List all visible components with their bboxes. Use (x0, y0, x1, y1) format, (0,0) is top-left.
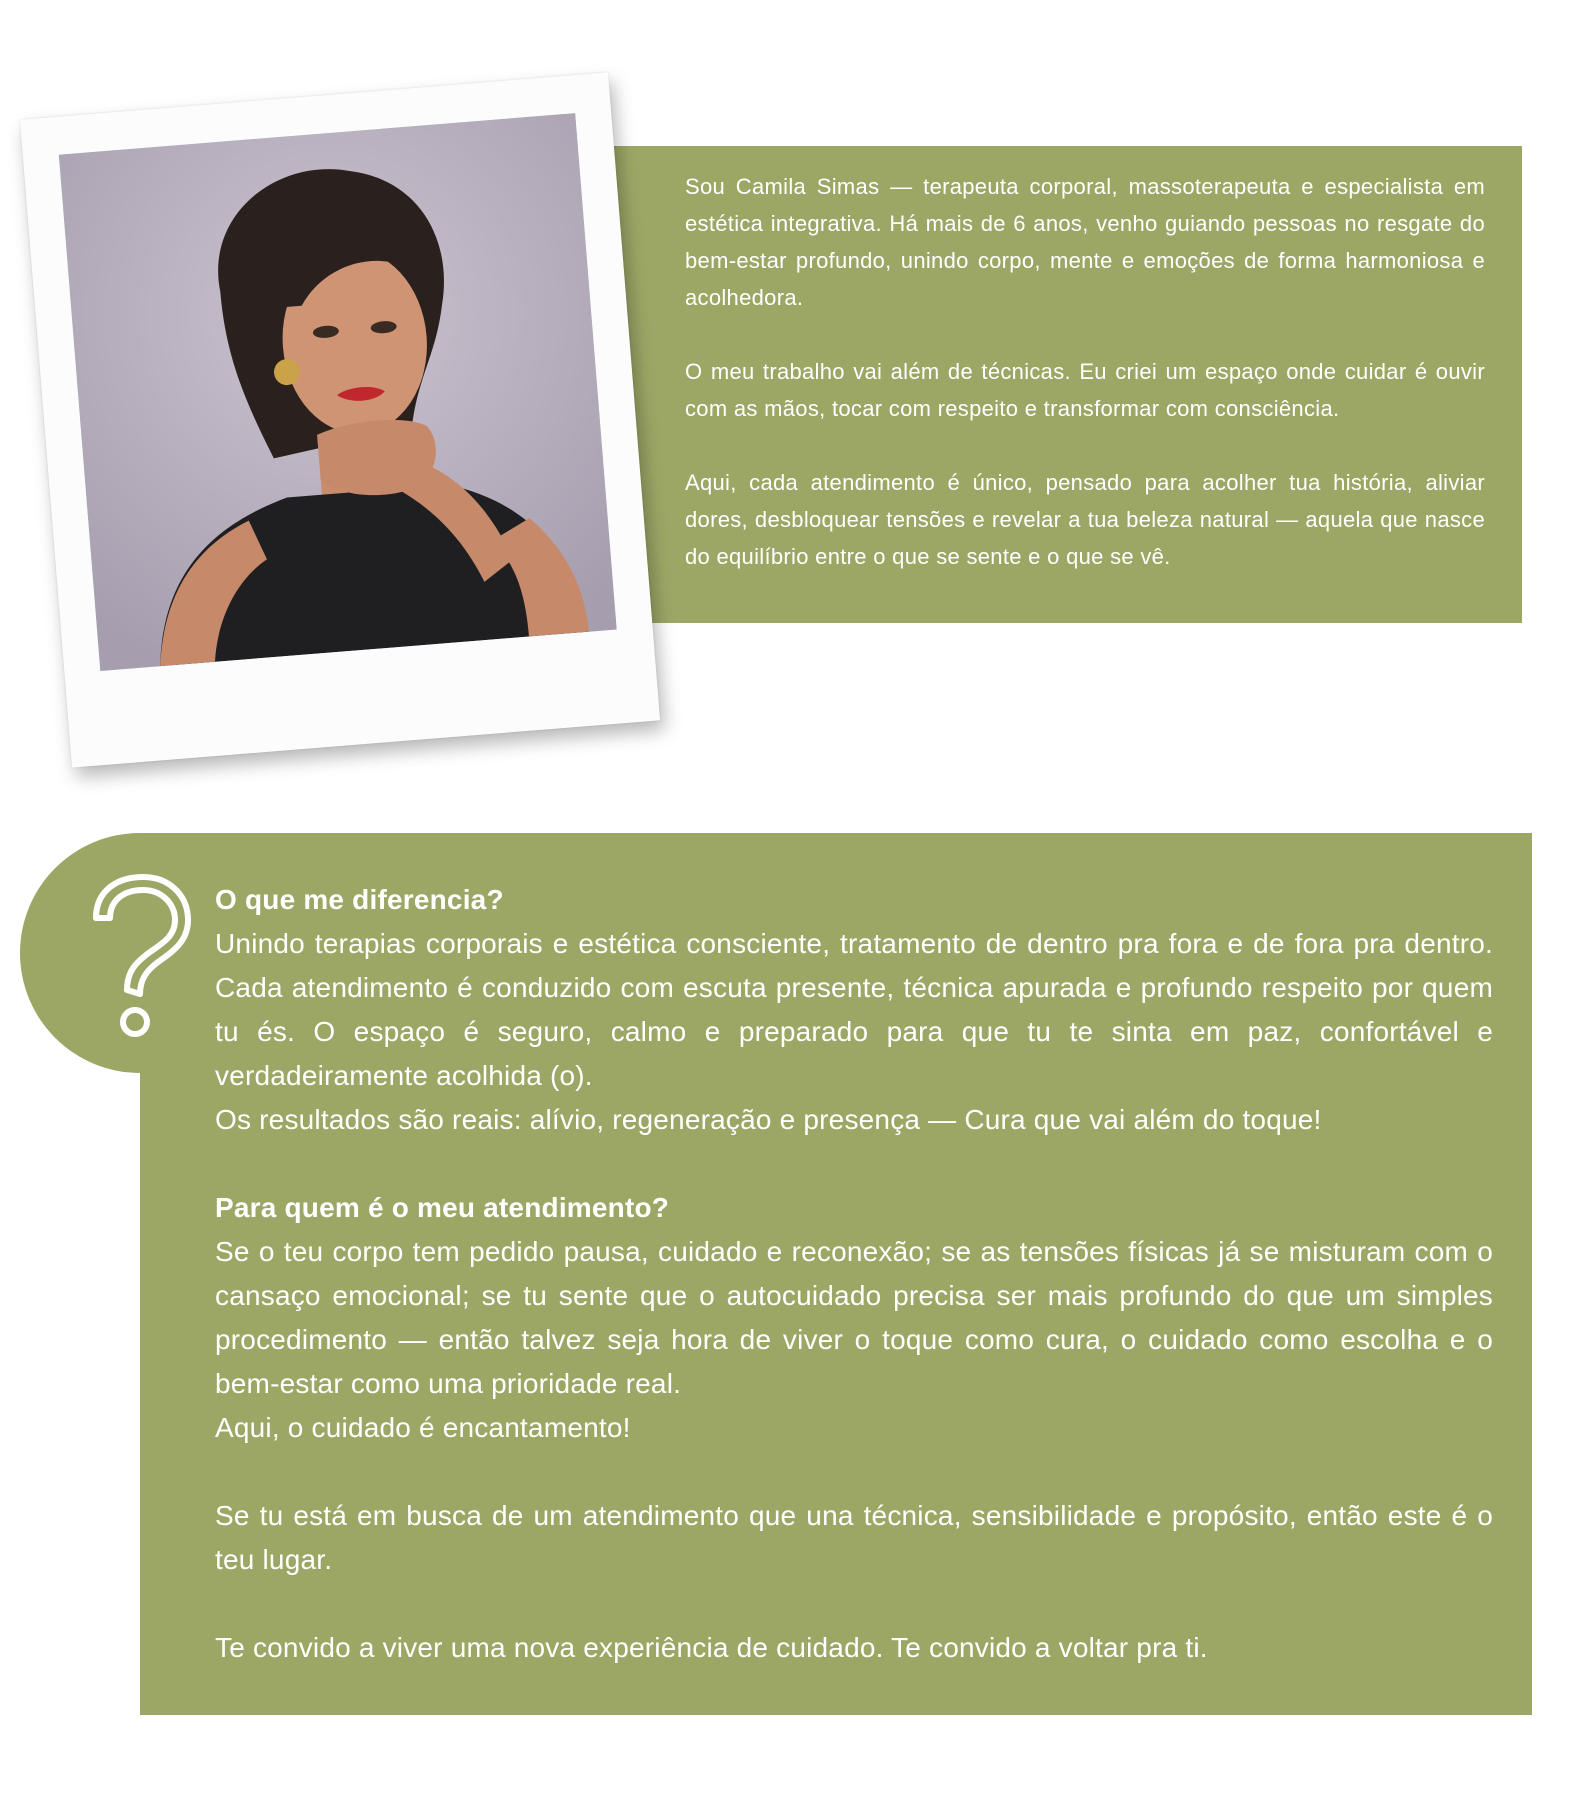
bio-paragraph-care: Aqui, cada atendimento é único, pensado para acolher tua história, aliviar dores, desbloquear tensões e revelar a tua beleza natural — aquela que nasce do equilíbrio entre o que se sente e o que se vê. (685, 470, 1485, 569)
differentiator-body: Unindo terapias corporais e estética consciente, tratamento de dentro pra fora e de fora pra dentro. Cada atendimento é conduzido com escuta presente, técnica apurada e profundo respeito por quem tu és. O espaço é seguro, calmo e preparado para que tu te sinta em paz, confortável e verdadeiramente acolhida (o). (215, 928, 1493, 1091)
audience-section (215, 1186, 1493, 1450)
audience-body: Se o teu corpo tem pedido pausa, cuidado e reconexão; se as tensões físicas já se misturam com o cansaço emocional; se tu sente que o autocuidado precisa ser mais profundo do que um simples procedimento — então talvez seja hora de viver o toque como cura, o cuidado como escolha e o bem-estar como uma prioridade real. (215, 1236, 1493, 1399)
portrait-illustration (59, 113, 617, 671)
search-paragraph: Se tu está em busca de um atendimento que una técnica, sensibilidade e propósito, então este é o teu lugar. (215, 1500, 1493, 1575)
audience-heading: Para quem é o meu atendimento? (215, 1192, 670, 1223)
differentiator-heading: O que me diferencia? (215, 884, 504, 915)
invite-paragraph: Te convido a viver uma nova experiência de cuidado. Te convido a voltar pra ti. (215, 1632, 1208, 1663)
differentiator-results: Os resultados são reais: alívio, regeneração e presença — Cura que vai além do toque! (215, 1104, 1322, 1135)
differentiator-section (215, 878, 1493, 1142)
bio-text (685, 168, 1485, 575)
audience-closing: Aqui, o cuidado é encantamento! (215, 1412, 631, 1443)
bio-panel (560, 146, 1522, 623)
info-text (215, 878, 1493, 1670)
question-mark-icon (88, 872, 194, 1038)
bio-paragraph-work: O meu trabalho vai além de técnicas. Eu criei um espaço onde cuidar é ouvir com as mãos, tocar com respeito e transformar com consciência. (685, 359, 1485, 421)
bio-paragraph-intro: Sou Camila Simas — terapeuta corporal, massoterapeuta e especialista em estética integrativa. Há mais de 6 anos, venho guiando pessoas no resgate do bem-estar profundo, unindo corpo, mente e emoções de forma harmoniosa e acolhedora. (685, 174, 1485, 310)
portrait-photo (59, 113, 617, 671)
polaroid-frame (20, 72, 660, 767)
